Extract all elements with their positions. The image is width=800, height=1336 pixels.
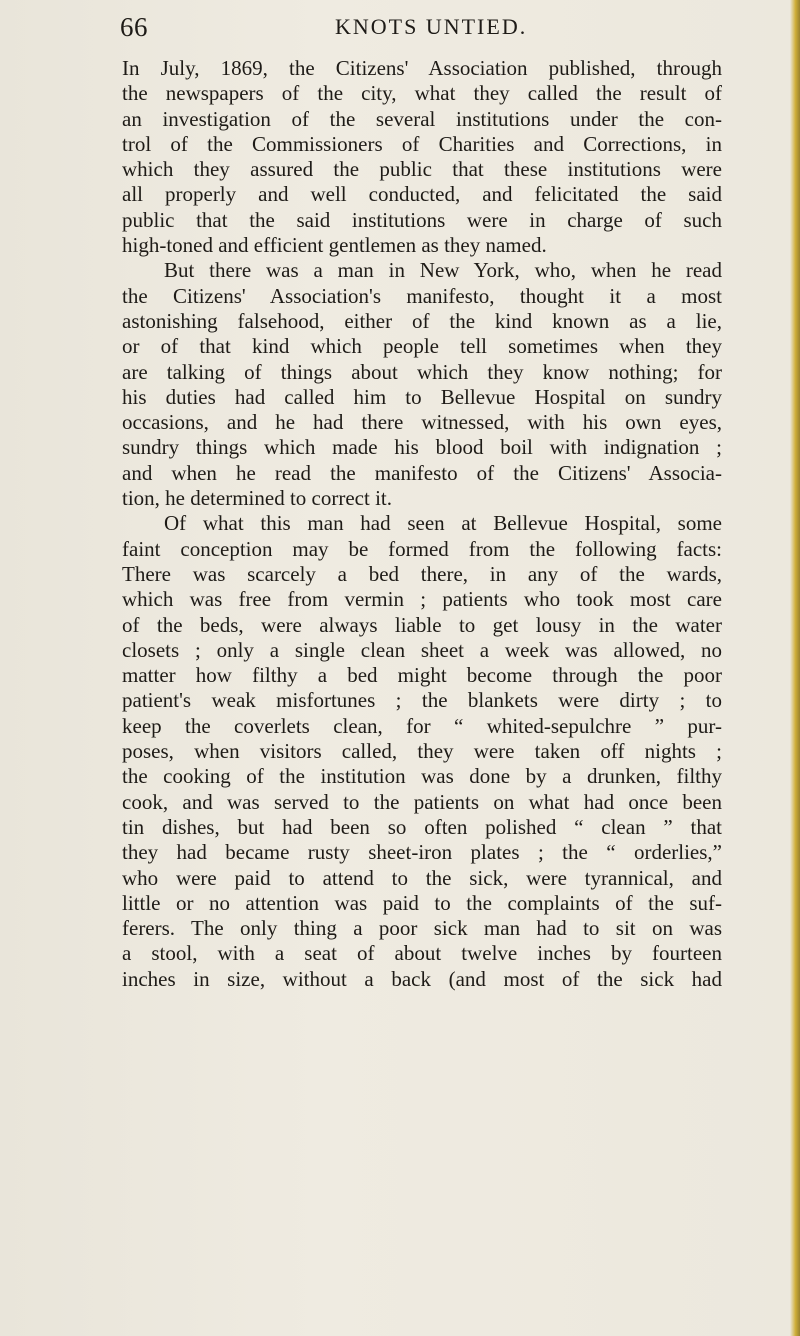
text-line: a stool, with a seat of about twelve inches by fourteen <box>122 941 722 966</box>
text-line: keep the coverlets clean, for “ whited-sepulchre ” pur- <box>122 713 722 738</box>
text-line: ferers. The only thing a poor sick man had to sit on was <box>122 916 722 941</box>
text-line: sundry things which made his blood boil with indignation ; <box>122 435 722 460</box>
text-line: the Citizens' Association's manifesto, thought it a most <box>122 283 722 308</box>
text-line: high-toned and efficient gentlemen as they named. <box>122 233 547 258</box>
text-line: tion, he determined to correct it. <box>122 486 392 511</box>
text-line: inches in size, without a back (and most of the sick had <box>122 966 722 991</box>
text-line: which they assured the public that these institutions were <box>122 157 722 182</box>
text-line: the newspapers of the city, what they called the result of <box>122 81 722 106</box>
text-line: an investigation of the several institutions under the con- <box>122 106 722 131</box>
text-line: all properly and well conducted, and felicitated the said <box>122 182 722 207</box>
text-line: cook, and was served to the patients on what had once been <box>122 789 722 814</box>
text-line: In July, 1869, the Citizens' Association published, through <box>122 56 722 80</box>
text-line: his duties had called him to Bellevue Hospital on sundry <box>122 384 722 409</box>
text-line: and when he read the manifesto of the Citizens' Associa- <box>122 460 722 485</box>
page-edge-shading <box>790 0 800 1336</box>
text-line: they had became rusty sheet-iron plates ; the “ orderlies,” <box>122 840 722 865</box>
text-line: patient's weak misfortunes ; the blankets were dirty ; to <box>122 688 722 713</box>
text-line: who were paid to attend to the sick, were tyrannical, and <box>122 865 722 890</box>
text-line: are talking of things about which they know nothing; for <box>122 359 722 384</box>
body-text <box>122 56 722 992</box>
text-line: or of that kind which people tell sometimes when they <box>122 334 722 359</box>
text-line: matter how filthy a bed might become through the poor <box>122 663 722 688</box>
running-title: KNOTS UNTIED. <box>335 14 528 39</box>
text-line: faint conception may be formed from the following facts: <box>122 536 722 561</box>
text-line: the cooking of the institution was done by a drunken, filthy <box>122 764 722 789</box>
text-line: of the beds, were always liable to get lousy in the water <box>122 612 722 637</box>
text-line: occasions, and he had there witnessed, with his own eyes, <box>122 410 722 435</box>
text-line: which was free from vermin ; patients who took most care <box>122 587 722 612</box>
text-line: trol of the Commissioners of Charities and Corrections, in <box>122 131 722 156</box>
text-line: But there was a man in New York, who, when he read <box>164 258 722 283</box>
text-line: tin dishes, but had been so often polished “ clean ” that <box>122 814 722 839</box>
text-line: Of what this man had seen at Bellevue Hospital, some <box>164 511 722 536</box>
text-line: astonishing falsehood, either of the kind known as a lie, <box>122 308 722 333</box>
running-head <box>0 12 800 52</box>
text-line: poses, when visitors called, they were taken off nights ; <box>122 739 722 764</box>
text-line: little or no attention was paid to the complaints of the suf- <box>122 890 722 915</box>
text-line: public that the said institutions were in charge of such <box>122 207 722 232</box>
text-line: closets ; only a single clean sheet a week was allowed, no <box>122 637 722 662</box>
page-number: 66 <box>120 12 148 42</box>
text-line: There was scarcely a bed there, in any of the wards, <box>122 561 722 586</box>
